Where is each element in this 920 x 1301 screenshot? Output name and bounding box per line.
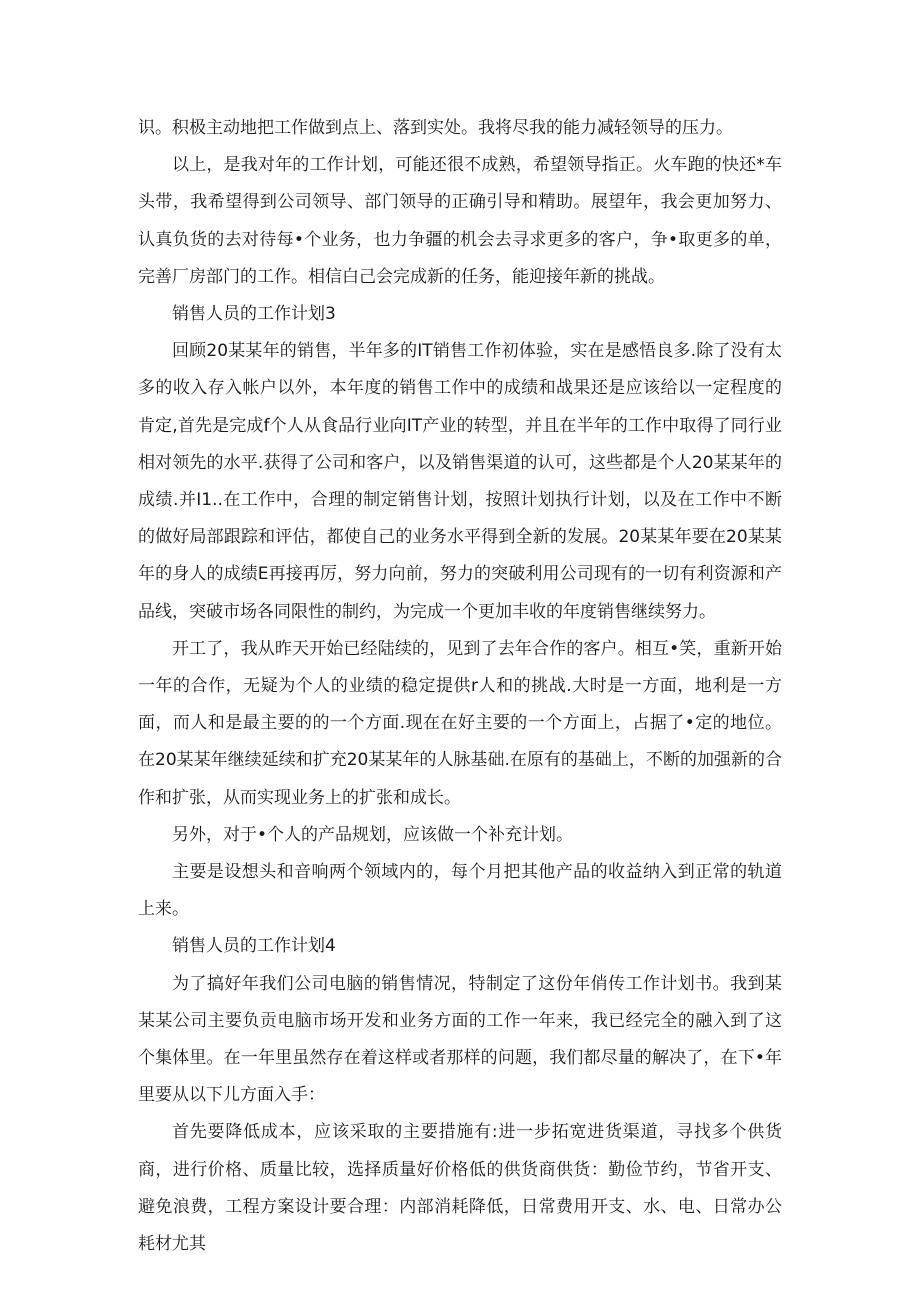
paragraph: 识。积极主动地把工作做到点上、落到实处。我将尽我的能力减轻领导的压力。 xyxy=(138,118,733,138)
paragraph: 开工了，我从昨天开始已经陆续的，见到了去年合作的客户。相互•笑，重新开始一年的合作，无疑为个人的业绩的稳定提供r人和的挑战.大时是一方面，地利是一方面，而人和是最主要的的一个方面.现在在好主要的一个方面上，占据了•定的地位。在20某某年继续延续和扩充20某某年的人脉基础.在原有的基础上，不断的加强新的合作和扩张，从而实现业务上的扩张和成长。 xyxy=(138,638,782,808)
document-body xyxy=(138,110,782,1263)
paragraph: 另外，对于•个人的产品规划，应该做一个补充计划。 xyxy=(172,824,574,845)
section-heading: 销售人员的工作计划3 xyxy=(172,304,336,325)
paragraph: 以上，是我对年的工作计划，可能还很不成熟，希望领导指正。火车跑的快还*车头带，我希望得到公司领导、部门领导的正确引导和精助。展望年，我会更加努力、认真负货的去对待每•个业务，也力争疆的机会去寻求更多的客户，争•取更多的单，完善厂房部门的工作。相信白己会完成新的任务，能迎接年新的挑战。 xyxy=(138,155,782,287)
paragraph: 主要是设想头和音响两个领域内的，每个月把其他产品的收益纳入到正常的轨道上来。 xyxy=(138,862,782,920)
paragraph: 首先要降低成本，应该采取的主要措施有:进一步拓宽进货渠道，寻找多个供货商，进行价格、质量比较，选择质量好价格低的供货商供货：勤俭节约，节省开支、避免浪费，工程方案设计要合理：内部消耗降低，日常费用开支、水、电、日常办公耗材尤其 xyxy=(138,1122,782,1255)
paragraph: 回顾20某某年的销售，半年多的IT销售工作初体验，实在是感悟良多.除了没有太多的收入存入帐户以外，本年度的销售工作中的成绩和战果还是应该给以一定程度的肯定,首先是完成f个人从食品行业向IT产业的转型，并且在半年的工作中取得了同行业相对领先的水平.获得了公司和客户，以及销售渠道的认可，这些都是个人20某某年的成绩.并I1..在工作中，合理的制定销售计划，按照计划执行计划，以及在工作中不断的做好局部跟踪和评估，都使自己的业务水平得到全新的发展。20某某年要在20某某年的身人的成绩E再接再厉，努力向前，努力的突破利用公司现有的一切有利资源和产品线，突破市场各同限性的制约，为完成一个更加丰收的年度销售继续努力。 xyxy=(138,341,782,622)
paragraph: 为了搞好年我们公司电脑的销售情况，特制定了这份年俏传工作计划书。我到某某某公司主要负贡电脑市场开发和业务方面的工作一年来，我已经完全的融入到了这个集体里。在一年里虽然存在着这样或者那样的问题，我们都尽量的解决了，在下•年里要从以下儿方面入手： xyxy=(138,973,782,1106)
section-heading: 销售人员的工作计划4 xyxy=(172,936,336,957)
